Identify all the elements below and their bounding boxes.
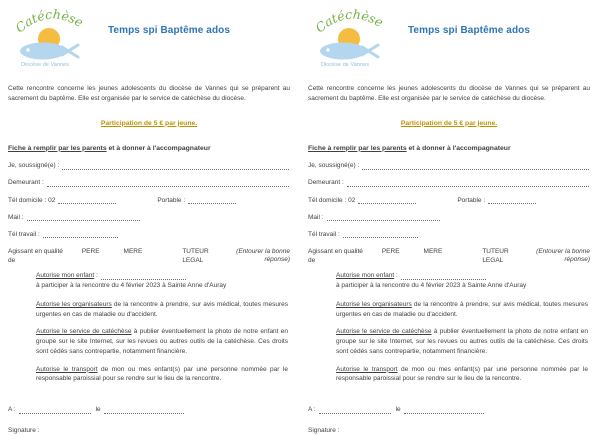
dotted-fill-line <box>362 163 589 170</box>
participation-note: Participation de 5 € par jeune. <box>100 119 198 127</box>
auth-separator: : <box>94 272 98 280</box>
option-mere: MERE <box>423 247 443 255</box>
option-pere: PERE <box>81 247 100 255</box>
dotted-fill-line <box>358 197 416 204</box>
field-row-agissant <box>8 247 290 266</box>
auth-text: à publier éventuellement la photo de notre enfant en groupe sur le site Internet, sur les revues ou autres outils de la catéchèse. Ces droits sont cédés sans contrepartie, notamment financière. <box>336 328 589 355</box>
dotted-fill-line <box>188 197 236 204</box>
option-tuteur-legal: TUTEUR LEGAL <box>182 247 209 264</box>
participation-note: Participation de 5 € par jeune. <box>400 119 498 127</box>
fish-eye <box>26 48 29 51</box>
field-row-mail <box>8 213 290 222</box>
soussigne-label: Je, soussigné(e) : <box>8 162 60 170</box>
intro-paragraph: Cette rencontre concerne les jeunes adolescents du diocèse de Vannes qui se préparent au sacrement du baptême. Elle est organisée par le service de catéchèse du diocèse. <box>8 85 290 103</box>
date-label: le <box>395 406 401 414</box>
form-header <box>8 0 290 72</box>
dotted-fill-line <box>104 407 184 414</box>
field-row-tel-travail <box>308 230 590 239</box>
dotted-fill-line <box>343 231 418 238</box>
form-copy <box>0 0 300 434</box>
auth-separator: : <box>394 272 398 280</box>
heading-rest: et à donner à l'accompagnateur <box>406 144 511 152</box>
auth-text: à publier éventuellement la photo de notre enfant en groupe sur le site Internet, sur les revues ou autres outils de la catéchèse. Ces droits sont cédés sans contrepartie, notamment financière. <box>36 328 289 355</box>
signature-label: Signature : <box>308 426 340 434</box>
option-tuteur-legal: TUTEUR LEGAL <box>482 247 509 264</box>
dotted-fill-line <box>404 407 484 414</box>
form-section-heading <box>8 144 290 154</box>
dotted-fill-line <box>43 231 118 238</box>
place-label: A : <box>308 406 316 414</box>
entourer-note: (Entourer la bonne réponse) <box>236 247 290 264</box>
authorization-organisateurs <box>336 300 588 320</box>
auth-text: de mon ou mes enfant(s) par une personne nommée par le responsable paroissial pour se rendre sur le lieu de la rencontre. <box>36 365 288 383</box>
auth-lead: Autorise le service de catéchèse <box>336 328 432 336</box>
auth-text: de la rencontre à prendre, sur avis médical, toutes mesures urgentes en cas de maladie ou d'accident. <box>336 300 588 318</box>
field-row-telephones <box>308 196 590 205</box>
tel-domicile-label: Tél domicile : 02 <box>8 196 56 204</box>
parent-fields <box>308 161 590 265</box>
field-row-telephones <box>8 196 290 205</box>
dotted-fill-line <box>27 214 140 221</box>
auth-lead: Autorise les organisateurs <box>36 300 112 308</box>
auth-text: de mon ou mes enfant(s) par une personne nommée par le responsable paroissial pour se rendre sur le lieu de la rencontre. <box>336 365 588 383</box>
auth-lead: Autorise mon enfant <box>36 272 95 280</box>
dotted-fill-line <box>19 407 91 414</box>
authorization-enfant-line <box>336 271 588 281</box>
auth-enfant-line2: à participer à la rencontre du 4 février 2023 à Sainte Anne d'Auray <box>336 282 527 290</box>
heading-underlined-part: Fiche à remplir par les parents <box>308 144 407 152</box>
mail-label: Mail : <box>308 213 324 221</box>
mail-label: Mail : <box>8 213 24 221</box>
authorization-enfant <box>336 271 588 291</box>
field-row-tel-travail <box>8 230 290 239</box>
logo-subtitle: Diocèse de Vannes <box>20 62 70 68</box>
signature-label: Signature : <box>8 426 40 434</box>
auth-enfant-line2: à participer à la rencontre du 4 février 2023 à Sainte Anne d'Auray <box>36 282 227 290</box>
option-mere: MERE <box>123 247 143 255</box>
auth-lead: Autorise le transport <box>336 365 398 373</box>
logo-wordmark: Catéchèse <box>12 6 86 36</box>
agissant-label: Agissant en qualité de <box>308 247 363 264</box>
place-label: A : <box>8 406 16 414</box>
auth-lead: Autorise le service de catéchèse <box>36 328 132 336</box>
parent-fields <box>8 161 290 265</box>
dotted-fill-line <box>327 214 440 221</box>
authorization-transport <box>36 365 288 385</box>
authorization-enfant-line <box>36 271 288 281</box>
soussigne-label: Je, soussigné(e) : <box>308 162 360 170</box>
auth-lead: Autorise mon enfant <box>336 272 395 280</box>
dotted-fill-line <box>401 273 486 280</box>
dotted-fill-line <box>347 180 589 187</box>
authorization-transport <box>336 365 588 385</box>
document-title: Temps spi Baptême ados <box>407 25 531 36</box>
auth-lead: Autorise le transport <box>36 365 98 373</box>
demeurant-label: Demeurant : <box>308 179 344 187</box>
document-title: Temps spi Baptême ados <box>107 25 231 36</box>
tel-travail-label: Tél travail : <box>308 230 340 238</box>
portable-label: Portable : <box>457 196 486 204</box>
date-label: le <box>95 406 101 414</box>
auth-lead: Autorise les organisateurs <box>336 300 412 308</box>
heading-underlined-part: Fiche à remplir par les parents <box>8 144 107 152</box>
option-pere: PERE <box>381 247 400 255</box>
authorization-enfant <box>36 271 288 291</box>
logo-wordmark: Catéchèse <box>312 6 386 36</box>
portable-label: Portable : <box>157 196 186 204</box>
field-row-soussigne <box>308 161 590 170</box>
entourer-note: (Entourer la bonne réponse) <box>536 247 590 264</box>
intro-paragraph: Cette rencontre concerne les jeunes adolescents du diocèse de Vannes qui se préparent au sacrement du baptême. Elle est organisée par le service de catéchèse du diocèse. <box>308 85 590 103</box>
field-row-mail <box>308 213 590 222</box>
dotted-fill-line <box>47 180 289 187</box>
field-row-demeurant <box>308 178 590 187</box>
tel-travail-label: Tél travail : <box>8 230 40 238</box>
heading-rest: et à donner à l'accompagnateur <box>106 144 211 152</box>
dotted-fill-line <box>62 163 289 170</box>
field-row-demeurant <box>8 178 290 187</box>
authorization-photo <box>336 327 588 356</box>
dotted-fill-line <box>58 197 116 204</box>
form-header <box>308 0 590 72</box>
dotted-fill-line <box>488 197 536 204</box>
authorization-photo <box>36 327 288 356</box>
fish-eye <box>326 48 329 51</box>
dotted-fill-line <box>319 407 391 414</box>
auth-text: de la rencontre à prendre, sur avis médical, toutes mesures urgentes en cas de maladie ou d'accident. <box>36 300 288 318</box>
demeurant-label: Demeurant : <box>8 179 44 187</box>
agissant-label: Agissant en qualité de <box>8 247 63 264</box>
form-copy <box>300 0 600 434</box>
logo-subtitle: Diocèse de Vannes <box>320 62 370 68</box>
field-row-agissant <box>308 247 590 266</box>
place-date-row <box>8 405 290 414</box>
authorization-organisateurs <box>36 300 288 320</box>
tel-domicile-label: Tél domicile : 02 <box>308 196 356 204</box>
place-date-row <box>308 405 590 414</box>
field-row-soussigne <box>8 161 290 170</box>
form-section-heading <box>308 144 590 154</box>
dotted-fill-line <box>101 273 186 280</box>
